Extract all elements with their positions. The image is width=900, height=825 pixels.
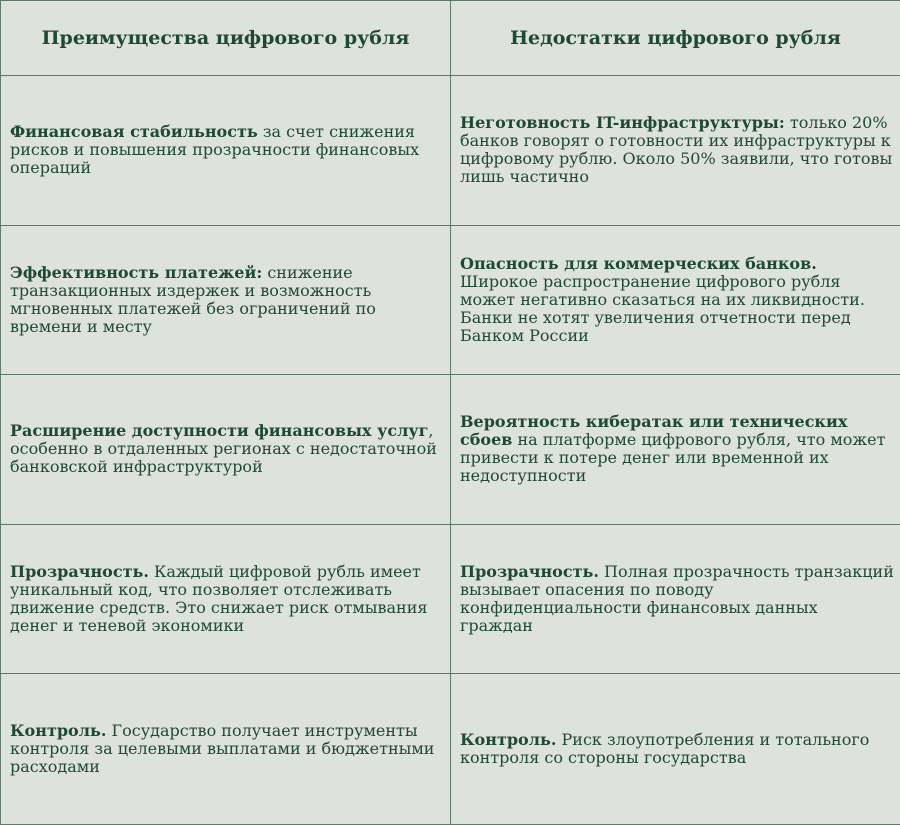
table-row <box>1 375 900 525</box>
pro-lead: Расширение доступности финансовых услуг <box>10 421 429 441</box>
con-cell <box>451 375 900 525</box>
header-cons: Недостатки цифрового рубля <box>451 1 900 76</box>
con-text: Широкое распространение цифрового рубля может негативно сказаться на их ликвидности. Банки не хотят увеличения отчетности перед Банком России <box>460 271 865 345</box>
pro-cell <box>1 76 451 226</box>
con-lead: Прозрачность. <box>460 562 599 582</box>
table-row <box>1 225 900 375</box>
pro-text: за счет снижения рисков и повышения прозрачности финансовых операций <box>10 122 420 178</box>
con-lead: Опасность для коммерческих банков. <box>460 253 817 273</box>
con-text: на платформе цифрового рубля, что может привести к потере денег или временной их недоступности <box>460 430 886 486</box>
table-row <box>1 674 900 825</box>
con-cell <box>451 225 900 375</box>
con-lead: Вероятность кибератак или технических сбоев <box>460 412 848 450</box>
con-text: только 20% банков говорят о готовности их инфраструктуры к цифровому рублю. Около 50% заявили, что готовы лишь частично <box>460 113 893 187</box>
pro-text: , особенно в отдаленных регионах с недостаточной банковской инфраструктурой <box>10 421 437 477</box>
pro-lead: Прозрачность. <box>10 562 149 582</box>
header-pros: Преимущества цифрового рубля <box>1 1 451 76</box>
pro-cell <box>1 225 451 375</box>
con-lead: Неготовность IT-инфраструктуры: <box>460 113 785 133</box>
con-cell <box>451 76 900 226</box>
pro-text: снижение транзакционных издержек и возможность мгновенных платежей без ограничений по времени и месту <box>10 262 376 336</box>
con-cell <box>451 674 900 825</box>
pro-cell <box>1 524 451 674</box>
pro-cell <box>1 674 451 825</box>
pro-text: Каждый цифровой рубль имеет уникальный код, что позволяет отслеживать движение средств. Это снижает риск отмывания денег и теневой экономики <box>10 562 428 636</box>
pro-lead: Контроль. <box>10 721 107 741</box>
pro-cell <box>1 375 451 525</box>
con-text: Риск злоупотребления и тотального контроля со стороны государства <box>460 730 870 768</box>
pro-lead: Финансовая стабильность <box>10 122 258 142</box>
table-header-row <box>1 1 900 76</box>
table-row <box>1 76 900 226</box>
pro-text: Государство получает инструменты контроля за целевыми выплатами и бюджетными расходами <box>10 721 435 777</box>
table-row <box>1 524 900 674</box>
con-cell <box>451 524 900 674</box>
con-text: Полная прозрачность транзакций вызывает опасения по поводу конфиденциальности финансовых данных граждан <box>460 562 894 636</box>
pro-lead: Эффективность платежей: <box>10 262 263 282</box>
con-lead: Контроль. <box>460 730 557 750</box>
